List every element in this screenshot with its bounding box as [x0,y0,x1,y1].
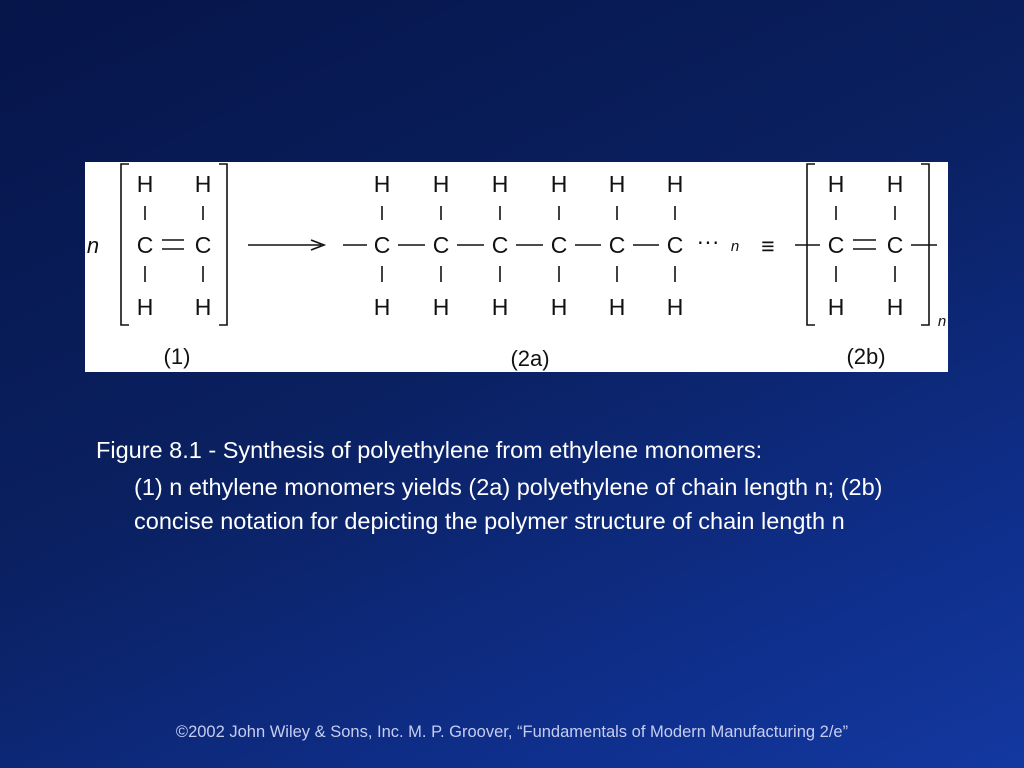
repeat-c2-hydrogen-bottom: H [886,294,904,320]
repeat-c1-carbon: C [827,232,845,258]
chain-c2-hydrogen-top: H [432,171,450,197]
equivalence-symbol: ≡ [761,233,775,259]
chain-count-n: n [730,238,740,255]
monomer-c2-hydrogen-top: H [194,171,212,197]
monomer-c2-carbon: C [194,232,212,258]
chain-c1-hydrogen-top: H [373,171,391,197]
chain-c3-hydrogen-top: H [491,171,509,197]
chain-c1-hydrogen-bottom: H [373,294,391,320]
chain-c5-carbon: C [608,232,626,258]
repeat-c1-hydrogen-bottom: H [827,294,845,320]
monomer-label: (1) [163,344,191,369]
chain-c5-hydrogen-top: H [608,171,626,197]
figure-caption [96,433,926,538]
monomer-right-bracket [219,164,227,325]
chain-c6-hydrogen-top: H [666,171,684,197]
chain-ellipsis: ··· [696,228,720,254]
polyethylene-synthesis-figure [85,162,948,372]
monomer-c1-hydrogen-top: H [136,171,154,197]
chain-c4-hydrogen-top: H [550,171,568,197]
chain-c2-carbon: C [432,232,450,258]
chain-c3-carbon: C [491,232,509,258]
chain-c6-carbon: C [666,232,684,258]
caption-body: (1) n ethylene monomers yields (2a) polyethylene of chain length n; (2b) concise notation for depicting the polymer structure of chain length n [134,474,883,534]
chain-label: (2a) [510,346,550,371]
copyright-footer: ©2002 John Wiley & Sons, Inc. M. P. Groover, “Fundamentals of Modern Manufacturing 2/e” [175,723,849,741]
chain-c5-hydrogen-bottom: H [608,294,626,320]
monomer-c2-hydrogen-bottom: H [194,294,212,320]
caption-heading: Figure 8.1 - Synthesis of polyethylene from ethylene monomers: [96,437,763,463]
chemical-structure-diagram [85,162,948,372]
repeat-c2-carbon: C [886,232,904,258]
chain-c6-hydrogen-bottom: H [666,294,684,320]
concise-label: (2b) [846,344,886,369]
chain-c3-hydrogen-bottom: H [491,294,509,320]
chain-c2-hydrogen-bottom: H [432,294,450,320]
monomer-left-bracket [121,164,129,325]
repeat-unit-subscript-n: n [937,313,947,330]
repeat-c2-hydrogen-top: H [886,171,904,197]
repeat-c1-hydrogen-top: H [827,171,845,197]
monomer-c1-hydrogen-bottom: H [136,294,154,320]
monomer-c1-carbon: C [136,232,154,258]
chain-c4-carbon: C [550,232,568,258]
monomer-count-n: n [86,233,100,258]
chain-c1-carbon: C [373,232,391,258]
chain-c4-hydrogen-bottom: H [550,294,568,320]
